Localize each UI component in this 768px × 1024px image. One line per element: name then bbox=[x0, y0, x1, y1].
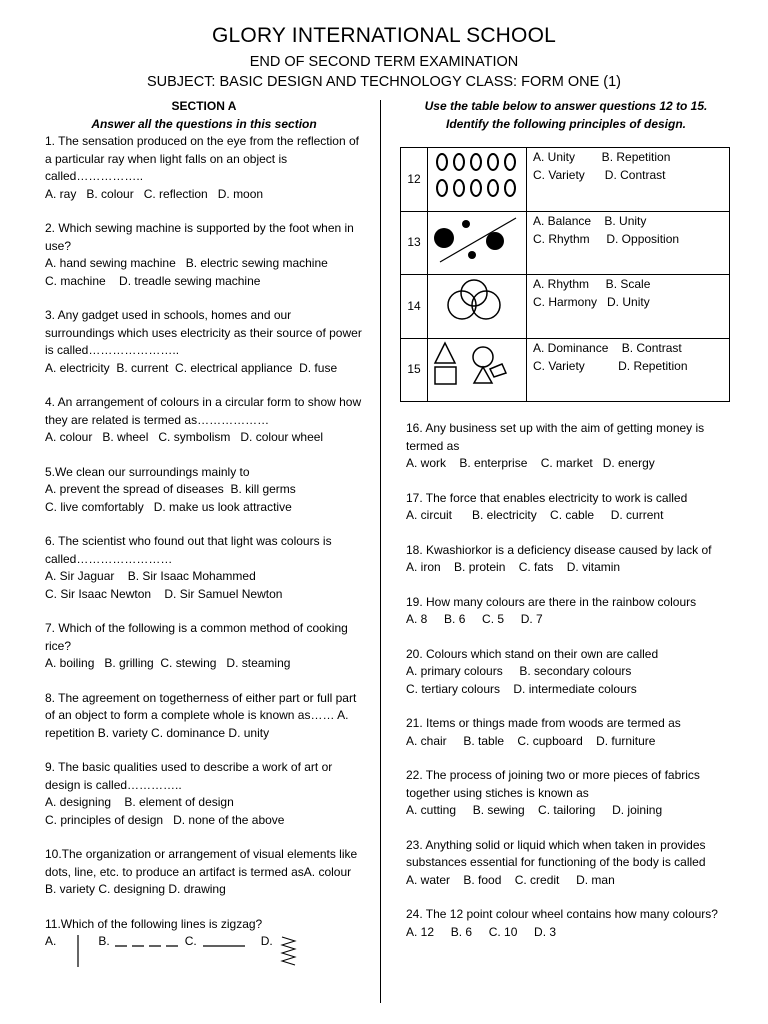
question-6 bbox=[45, 533, 363, 603]
overlapping-circles-image bbox=[428, 275, 527, 339]
shapes-image bbox=[428, 338, 527, 402]
question-text: 23. Anything solid or liquid which when taken in provides substances essential for functioning of the body is called bbox=[406, 837, 706, 869]
repeated-circles-graphic bbox=[428, 148, 526, 205]
answer-options: A. hand sewing machine B. electric sewing machine C. machine D. treadle sewing machine bbox=[45, 256, 328, 288]
answer-options: A. chair B. table C. cupboard D. furniture bbox=[406, 733, 656, 748]
answer-options: A. circuit B. electricity C. cable D. current bbox=[406, 508, 664, 522]
answer-options: A. water B. food C. credit D. man bbox=[406, 872, 615, 887]
section-title: SECTION A bbox=[171, 99, 237, 113]
dots-and-line-graphic bbox=[428, 212, 526, 269]
answer-options: A. cutting B. sewing C. tailoring D. joining bbox=[406, 803, 663, 817]
question-1 bbox=[45, 133, 363, 203]
question-text: 1. The sensation produced on the eye from the reflection of a particular ray when light falls on an object is called…………….. bbox=[45, 134, 359, 183]
answer-options: A. electricity B. current C. electrical appliance D. fuse bbox=[45, 360, 338, 375]
question-text: 21. Items or things made from woods are termed as bbox=[406, 716, 681, 730]
principles-table bbox=[400, 147, 730, 402]
question-text: 5.We clean our surroundings mainly to bbox=[45, 464, 250, 479]
question-text: 24. The 12 point colour wheel contains how many colours? bbox=[406, 907, 718, 921]
answer-options: A. 12 B. 6 C. 10 D. 3 bbox=[406, 924, 557, 939]
question-10 bbox=[45, 846, 363, 899]
question-text: 18. Kwashiorkor is a deficiency disease caused by lack of bbox=[406, 542, 712, 557]
left-column bbox=[45, 98, 363, 986]
question-text: 2. Which sewing machine is supported by the foot when in use? bbox=[45, 221, 354, 253]
right-questions bbox=[406, 420, 726, 941]
exam-header bbox=[0, 22, 768, 92]
answer-options: A. iron B. protein C. fats D. vitamin bbox=[406, 560, 621, 574]
overlapping-circles-graphic bbox=[428, 275, 526, 332]
question-18 bbox=[406, 542, 726, 577]
question-text: 17. The force that enables electricity to work is called bbox=[406, 490, 688, 505]
row-number: 15 bbox=[401, 338, 428, 402]
subject-line: SUBJECT: BASIC DESIGN AND TECHNOLOGY CLASS: FORM ONE (1) bbox=[146, 74, 622, 90]
question-text: 20. Colours which stand on their own are called bbox=[406, 646, 659, 661]
question-text: 4. An arrangement of colours in a circular form to show how they are related is termed as……………… bbox=[45, 395, 362, 427]
balance-image bbox=[428, 211, 527, 275]
question-5 bbox=[45, 464, 363, 517]
vertical-line-graphic bbox=[58, 933, 88, 969]
question-11 bbox=[45, 916, 363, 970]
row-number: 13 bbox=[401, 211, 428, 275]
question-4 bbox=[45, 394, 363, 447]
question-text: 11.Which of the following lines is zigzag? bbox=[45, 916, 263, 931]
answer-options: A. Sir Jaguar B. Sir Isaac Mohammed C. Sir Isaac Newton D. Sir Samuel Newton bbox=[45, 569, 283, 601]
zigzag-line-graphic bbox=[279, 933, 301, 969]
table-row bbox=[401, 275, 730, 339]
question-24 bbox=[406, 906, 726, 941]
question-20 bbox=[406, 646, 726, 699]
question-text: 19. How many colours are there in the rainbow colours bbox=[406, 594, 697, 609]
answer-options: A. boiling B. grilling C. stewing D. steaming bbox=[45, 656, 291, 670]
answer-options: A. designing B. element of design C. principles of design D. none of the above bbox=[45, 795, 285, 827]
question-17 bbox=[406, 490, 726, 525]
question-21 bbox=[406, 715, 726, 750]
question-text: 6. The scientist who found out that light was colours is called…………………… bbox=[45, 534, 332, 566]
circles-image bbox=[428, 148, 527, 212]
option-c-label: C. bbox=[184, 934, 197, 948]
question-7 bbox=[45, 620, 363, 673]
table-row bbox=[401, 148, 730, 212]
question-19 bbox=[406, 594, 726, 629]
column-divider bbox=[380, 100, 381, 1003]
table-instruction-2: Identify the following principles of design. bbox=[445, 116, 686, 131]
shapes-graphic bbox=[428, 339, 526, 396]
question-text: 10.The organization or arrangement of visual elements like dots, line, etc. to produce an artifact is termed asA. colour B. variety C. designing D. drawing bbox=[45, 847, 358, 896]
question-text: 16. Any business set up with the aim of getting money is termed as bbox=[406, 421, 705, 453]
question-9 bbox=[45, 759, 363, 829]
straight-line-graphic bbox=[201, 933, 247, 949]
section-instruction: Answer all the questions in this section bbox=[91, 116, 317, 131]
question-text: 7. Which of the following is a common method of cooking rice? bbox=[45, 621, 348, 653]
question-8 bbox=[45, 690, 363, 743]
question-text: 9. The basic qualities used to describe a work of art or design is called………….. bbox=[45, 760, 333, 792]
answer-options: A. colour B. wheel C. symbolism D. colour wheel bbox=[45, 430, 324, 444]
row-options: A. Dominance B. Contrast C. Variety D. Repetition bbox=[527, 338, 730, 402]
row-options: A. Rhythm B. Scale C. Harmony D. Unity bbox=[527, 275, 730, 339]
row-number: 12 bbox=[401, 148, 428, 212]
row-options: A. Unity B. Repetition C. Variety D. Contrast bbox=[527, 148, 730, 212]
answer-options: A. ray B. colour C. reflection D. moon bbox=[45, 186, 264, 201]
broken-line-graphic bbox=[113, 933, 183, 949]
question-text: 8. The agreement on togetherness of either part or full part of an object to form a complete whole is known as…… A. repetition B. variety C. dominance D. unity bbox=[45, 690, 357, 740]
school-name: GLORY INTERNATIONAL SCHOOL bbox=[212, 24, 556, 47]
option-a-label: A. bbox=[45, 934, 57, 948]
question-22 bbox=[406, 767, 726, 820]
question-16 bbox=[406, 420, 726, 473]
question-3 bbox=[45, 307, 363, 377]
question-text: 3. Any gadget used in schools, homes and our surroundings which uses electricity as their source of power is called………………….. bbox=[45, 308, 362, 357]
table-row bbox=[401, 211, 730, 275]
right-column bbox=[406, 98, 726, 958]
question-2 bbox=[45, 220, 363, 290]
table-row bbox=[401, 338, 730, 402]
answer-options: A. work B. enterprise C. market D. energy bbox=[406, 456, 655, 470]
row-number: 14 bbox=[401, 275, 428, 339]
table-instruction: Use the table below to answer questions 12 to 15. bbox=[424, 99, 708, 113]
row-options: A. Balance B. Unity C. Rhythm D. Opposition bbox=[527, 211, 730, 275]
answer-options: A. 8 B. 6 C. 5 D. 7 bbox=[406, 612, 543, 626]
option-b-label: B. bbox=[98, 934, 110, 948]
answer-options: A. primary colours B. secondary colours C. tertiary colours D. intermediate colours bbox=[406, 664, 637, 696]
answer-options: A. prevent the spread of diseases B. kill germs C. live comfortably D. make us look attractive bbox=[45, 482, 296, 514]
question-23 bbox=[406, 837, 726, 890]
question-text: 22. The process of joining two or more pieces of fabrics together using stiches is known as bbox=[406, 768, 700, 800]
exam-title: END OF SECOND TERM EXAMINATION bbox=[249, 54, 519, 70]
line-options bbox=[45, 933, 363, 969]
option-d-label: D. bbox=[260, 934, 273, 948]
